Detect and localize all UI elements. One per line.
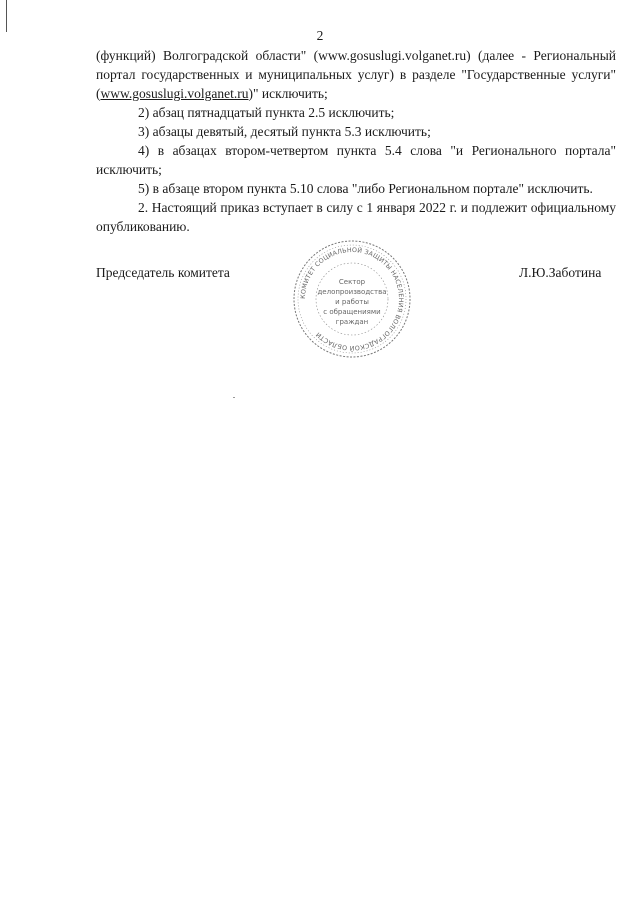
signatory-title: Председатель комитета	[96, 265, 230, 280]
official-stamp	[291, 238, 413, 360]
stamp-center-line: и работы	[335, 298, 369, 306]
scan-speck	[233, 397, 235, 398]
effective-date-clause: 2. Настоящий приказ вступает в силу с 1 января 2022 г. и подлежит официальному опубликованию.	[96, 200, 616, 234]
list-item: 3) абзацы девятый, десятый пункта 5.3 исключить;	[138, 124, 431, 139]
signatory-name: Л.Ю.Заботина	[519, 265, 602, 280]
stamp-ring-text: КОМИТЕТ СОЦИАЛЬНОЙ ЗАЩИТЫ НАСЕЛЕНИЯ ВОЛГОГРАДСКОЙ ОБЛАСТИ	[299, 246, 405, 352]
list-item: 5) в абзаце втором пункта 5.10 слова "либо Региональном портале" исключить.	[138, 181, 593, 196]
document-body	[96, 46, 616, 236]
paragraph-text: (функций) Волгоградской области" (www.gosuslugi.volganet.ru) (далее - Региональный портал государственных и муниципальных услуг) в разделе "Государственные услуги" (	[96, 48, 616, 101]
stamp-center-line: Сектор	[338, 278, 366, 286]
list-item: 4) в абзацах втором-четвертом пункта 5.4 слова "и Регионального портала" исключить;	[96, 143, 616, 177]
paragraph-text: )" исключить;	[248, 86, 328, 101]
stamp-center-line: граждан	[335, 318, 369, 326]
stamp-center-line: делопроизводства	[317, 288, 387, 296]
page-number: 2	[316, 28, 324, 43]
stamp-center-line: с обращениями	[323, 308, 381, 316]
paragraph-continuation	[96, 46, 616, 103]
portal-link[interactable]: www.gosuslugi.volganet.ru	[100, 86, 249, 101]
list-item: 2) абзац пятнадцатый пункта 2.5 исключить;	[138, 105, 395, 120]
